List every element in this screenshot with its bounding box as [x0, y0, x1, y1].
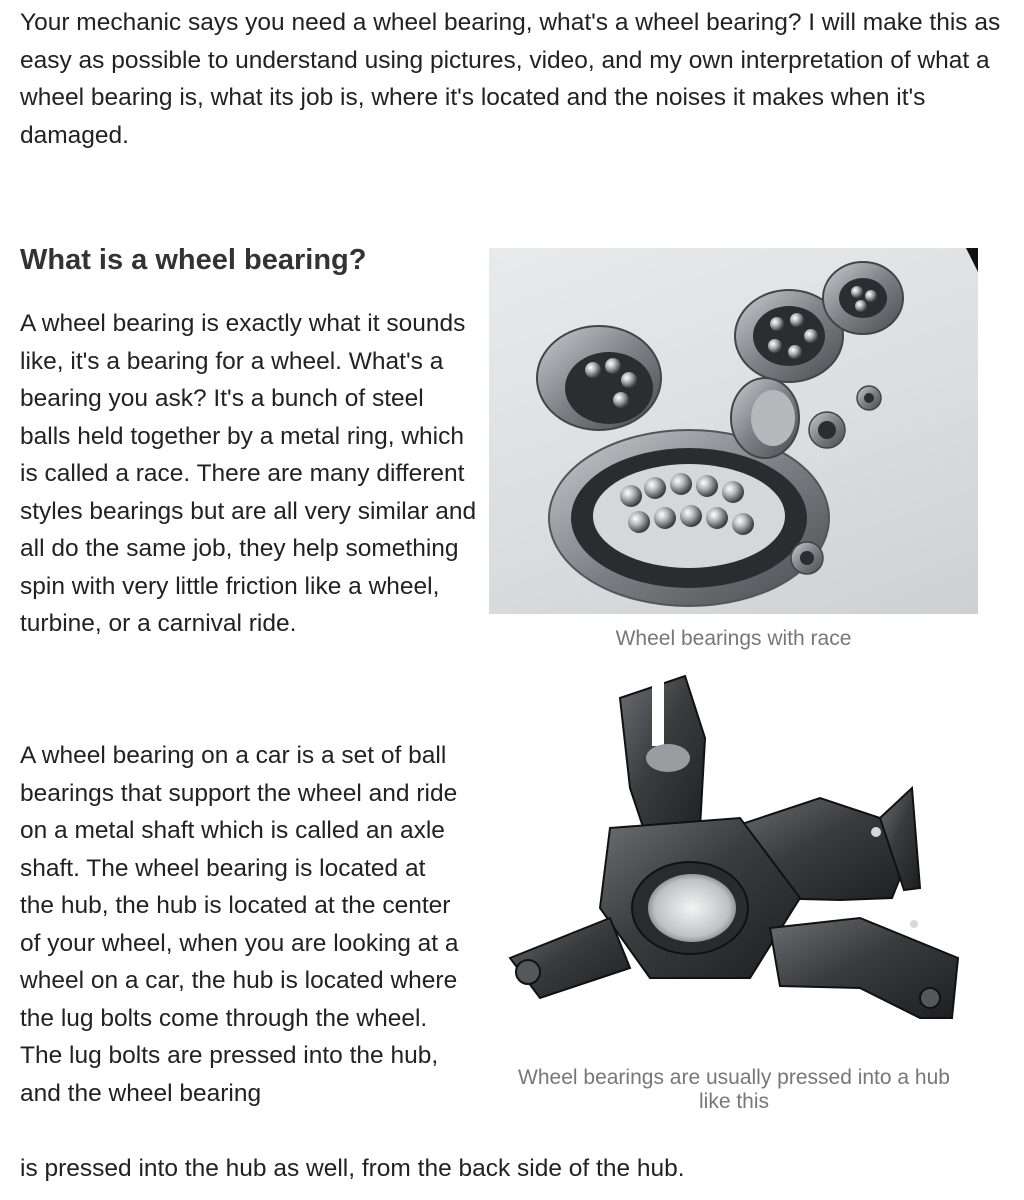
- body-paragraph-2: A wheel bearing on a car is a set of ball bearings that support the wheel and ride on a metal shaft which is called an axle shaft. The wheel bearing is located at the hub, the hub is located at the center of your wheel, when you are looking at a wheel on a car, the hub is located where the lug bolts come through the wheel. The lug bolts are pressed into the hub, and the wheel bearing: [20, 742, 459, 1107]
- ball-bearings-illustration: [489, 248, 978, 614]
- photo-corner-mark: [966, 248, 978, 272]
- hub-illustration: [500, 668, 970, 1038]
- section-heading: What is a wheel bearing?: [20, 244, 367, 276]
- intro-paragraph: Your mechanic says you need a wheel bearing, what's a wheel bearing? I will make this as easy as possible to understand using pictures, video, and my own interpretation of what a wheel bearing is, what its job is, where it's located and the noises it makes when it's damaged.: [20, 9, 1001, 149]
- body-paragraph-2-tail: is pressed into the hub as well, from the back side of the hub.: [20, 1155, 685, 1182]
- figure-caption-hub: Wheel bearings are usually pressed into a hub like this: [518, 1066, 950, 1113]
- figure-caption-bearings: Wheel bearings with race: [615, 627, 852, 650]
- steering-knuckle-hub-photo: [500, 668, 970, 1038]
- ball-bearings-photo: [489, 248, 978, 614]
- body-paragraph-1: A wheel bearing is exactly what it sounds like, it's a bearing for a wheel. What's a bearing you ask? It's a bunch of steel balls held together by a metal ring, which is called a race. There are many different styles bearings but are all very similar and all do the same job, they help something spin with very little friction like a wheel, turbine, or a carnival ride.: [20, 310, 477, 637]
